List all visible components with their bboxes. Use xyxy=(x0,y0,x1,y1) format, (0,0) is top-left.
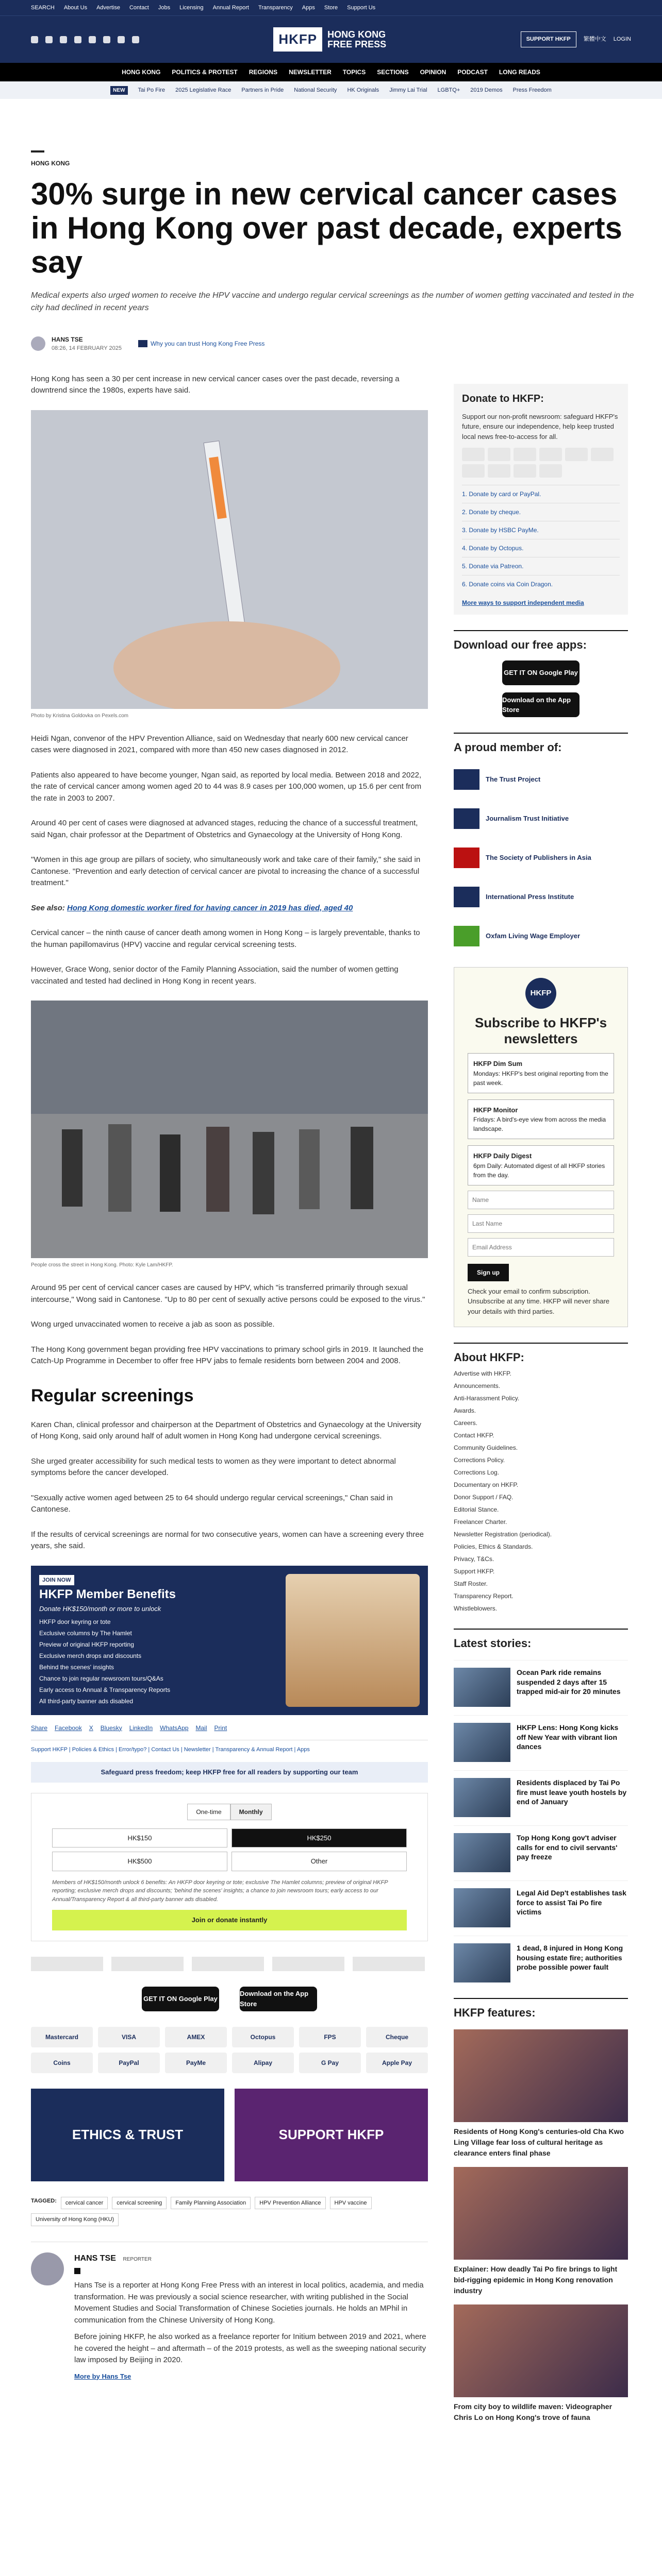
amount-option-selected[interactable]: HK$250 xyxy=(231,1828,407,1848)
paragraph: Hong Kong has seen a 30 per cent increase in new cervical cancer cases over the past decade, reversing a downtrend since the 1980s, experts have said. xyxy=(31,374,400,395)
author-avatar xyxy=(31,336,45,351)
author-role: REPORTER xyxy=(123,2256,152,2262)
topbar-about[interactable]: About Us xyxy=(63,4,88,11)
nav-item[interactable]: NEWSLETTER xyxy=(289,69,332,76)
payment-methods xyxy=(31,2027,428,2073)
promo-title: HKFP Member Benefits xyxy=(39,1587,176,1601)
see-also-link[interactable]: Hong Kong domestic worker fired for having cancer in 2019 has died, aged 40 xyxy=(67,903,353,912)
topbar-contact[interactable]: Contact xyxy=(129,4,149,11)
newsletter-name: HKFP Monitor xyxy=(473,1106,518,1114)
instagram-icon[interactable] xyxy=(60,36,67,43)
latest-story[interactable] xyxy=(454,1880,628,1927)
card-logo xyxy=(488,464,510,478)
member-org[interactable] xyxy=(454,842,628,873)
name-field[interactable]: Name xyxy=(468,1191,614,1209)
logo-line-2: FREE PRESS xyxy=(327,39,387,49)
amount-option[interactable]: HK$150 xyxy=(52,1828,227,1848)
feature-title: Residents of Hong Kong's centuries-old Cha Kwo Ling Village fear loss of cultural heritage as clearance enters final phase xyxy=(454,2127,624,2158)
content-columns xyxy=(0,374,662,2424)
feature-image xyxy=(454,2167,628,2260)
trending-item[interactable]: Press Freedom xyxy=(512,87,552,93)
nav-item[interactable]: TOPICS xyxy=(342,69,366,76)
trust-link-label: Why you can trust Hong Kong Free Press xyxy=(150,340,265,348)
trust-link[interactable] xyxy=(138,339,264,348)
site-header xyxy=(0,15,662,63)
donate-text: Support our non-profit newsroom: safeguard HKFP's future, ensure our independence, help keep trusted local news free-to-access for all. xyxy=(462,412,618,440)
partner-badge xyxy=(192,1957,264,1971)
about-link[interactable]: Staff Roster. xyxy=(454,1580,488,1588)
whatsapp-icon[interactable] xyxy=(132,36,139,43)
logo-text xyxy=(327,30,386,49)
paragraph: If the results of cervical screenings are normal for two consecutive years, women can have a screening every three years, she said. xyxy=(31,1530,424,1550)
author-avatar xyxy=(31,2252,64,2285)
x-icon[interactable] xyxy=(45,36,53,43)
share-whatsapp[interactable]: WhatsApp xyxy=(160,1724,189,1732)
see-also xyxy=(31,903,428,914)
feature-story[interactable] xyxy=(454,2304,628,2423)
syringe-illustration xyxy=(31,410,428,709)
partner-badges xyxy=(31,1957,428,1971)
member-benefits-promo[interactable] xyxy=(31,1566,428,1715)
payment-coins[interactable]: Coins xyxy=(31,2053,93,2073)
story-thumbnail xyxy=(454,1778,510,1817)
about-links xyxy=(454,1369,628,1613)
paragraph: Patients also appeared to have become younger, Ngan said, as reported by local media. Between 2018 and 2022, the rate of cervical cancer among women aged 20 to 44 was 8.9 cases per 100,000 women, up 15.6 per cent from the rate in 2003 to 2007. xyxy=(31,770,422,803)
story-thumbnail xyxy=(454,1833,510,1872)
about-link[interactable]: Newsletter Registration (periodical). xyxy=(454,1531,552,1538)
about-link[interactable]: Documentary on HKFP. xyxy=(454,1481,519,1489)
share-print[interactable]: Print xyxy=(214,1724,227,1732)
top-utility-bar xyxy=(0,0,662,15)
threads-icon[interactable] xyxy=(74,36,81,43)
author-box-name[interactable]: HANS TSE xyxy=(74,2253,116,2263)
share-label[interactable]: Share xyxy=(31,1724,48,1732)
sidebar xyxy=(454,374,628,2424)
topbar-licensing[interactable]: Licensing xyxy=(179,4,204,11)
support-hkfp-banner[interactable]: SUPPORT HKFP xyxy=(235,2089,428,2181)
author-heading xyxy=(74,2252,428,2265)
about-link[interactable]: Support HKFP. xyxy=(454,1568,495,1575)
payment-cheque[interactable]: Cheque xyxy=(366,2027,428,2047)
promo-content xyxy=(39,1574,277,1707)
promo-list xyxy=(39,1617,277,1706)
latest-story[interactable] xyxy=(454,1715,628,1762)
article-category[interactable]: HONG KONG xyxy=(31,160,70,167)
story-thumbnail xyxy=(454,1943,510,1982)
trending-bar xyxy=(0,81,662,99)
tag[interactable]: HPV vaccine xyxy=(330,2197,372,2210)
subscribe-title: Subscribe to HKFP's newsletters xyxy=(474,1015,607,1047)
paragraph: Around 95 per cent of cervical cancer cases are caused by HPV, which "is transferred primarily through sexual intercourse," Wong said in Cantonese. "Up to 80 per cent of sexually active persons could be exposed to the virus." xyxy=(31,1283,425,1304)
story-thumbnail xyxy=(454,1888,510,1927)
nav-item[interactable]: OPINION xyxy=(420,69,446,76)
amount-option[interactable]: HK$500 xyxy=(52,1852,227,1871)
language-switch[interactable]: 繁體中文 xyxy=(583,36,606,43)
promo-item: Preview of original HKFP reporting xyxy=(39,1640,134,1648)
article-title: 30% surge in new cervical cancer cases in Hong Kong over past decade, experts say xyxy=(31,177,622,279)
feature-image xyxy=(454,2029,628,2122)
card-logo xyxy=(514,464,536,478)
partner-badge xyxy=(272,1957,344,1971)
tag[interactable]: Family Planning Association xyxy=(171,2197,251,2210)
login-link[interactable]: LOGIN xyxy=(613,36,631,43)
join-now-badge[interactable]: JOIN NOW xyxy=(39,1575,74,1586)
facebook-icon[interactable] xyxy=(31,36,38,43)
subscribe-note: Check your email to confirm subscription. Unsubscribe at any time. HKFP will never share your details with third parties. xyxy=(468,1287,610,1315)
divider xyxy=(31,150,44,152)
share-mail[interactable]: Mail xyxy=(195,1724,207,1732)
donate-method[interactable]: 5. Donate via Patreon. xyxy=(462,557,620,575)
more-ways-link[interactable]: More ways to support independent media xyxy=(462,599,584,606)
newsletter-desc: Fridays: A bird's-eye view from across the media landscape. xyxy=(473,1116,606,1133)
feature-title: From city boy to wildlife maven: Videographer Chris Lo on Hong Kong's trove of fauna xyxy=(454,2402,613,2422)
paragraph: "Women in this age group are pillars of society, who simultaneously work and take care of their family," she said in Cantonese. "Prevention and early detection of cervical cancer are pivotal to increasing the chance of a successful treatment." xyxy=(31,855,421,887)
promo-sub: Donate HK$150/month or more to unlock xyxy=(39,1605,161,1613)
member-title: A proud member of: xyxy=(454,733,628,756)
trending-item[interactable]: HK Originals xyxy=(347,87,379,93)
tag[interactable]: HPV Prevention Alliance xyxy=(255,2197,325,2210)
story-thumbnail xyxy=(454,1668,510,1707)
newsletter-name: HKFP Dim Sum xyxy=(473,1060,523,1068)
paragraph: "Sexually active women aged between 25 to 64 should undergo regular cervical screenings," Chan said in Cantonese. xyxy=(31,1493,393,1514)
share-x[interactable]: X xyxy=(89,1724,93,1732)
donate-method[interactable]: 4. Donate by Octopus. xyxy=(462,539,620,557)
member-org[interactable] xyxy=(454,921,628,952)
feature-stories xyxy=(454,2029,628,2423)
app-store-button[interactable]: Download on the App Store xyxy=(240,1987,317,2011)
latest-story[interactable] xyxy=(454,1660,628,1707)
author-box xyxy=(31,2242,428,2382)
topbar-apps[interactable]: Apps xyxy=(302,4,315,11)
payment-payme[interactable]: PayMe xyxy=(165,2053,227,2073)
article-body xyxy=(31,374,428,2424)
about-link[interactable]: Transparency Report. xyxy=(454,1592,514,1600)
latest-story[interactable] xyxy=(454,1936,628,1982)
newsletter-signup xyxy=(454,967,628,1327)
logo-mark: HKFP xyxy=(273,27,322,52)
author-info xyxy=(74,2252,428,2382)
publish-date: 08:26, 14 FEBRUARY 2025 xyxy=(52,345,122,351)
author-bio: Hans Tse is a reporter at Hong Kong Free Press with an interest in local politics, academia, and media transformation. He was previously a social science researcher, with writing published in the Social Movement Studies and Social Transformation of Chinese Societies journals. He holds an MPhil in communication from the Chinese University of Hong Kong. xyxy=(74,2281,424,2325)
card-logo xyxy=(514,448,536,461)
card-logos xyxy=(462,448,620,478)
payment-mastercard[interactable]: Mastercard xyxy=(31,2027,93,2047)
trending-item[interactable]: Partners in Pride xyxy=(241,87,284,93)
sidebar-app-links xyxy=(454,660,628,717)
more-by-author-link[interactable]: More by Hans Tse xyxy=(74,2372,131,2380)
member-name: The Trust Project xyxy=(486,775,541,784)
tag[interactable]: cervical screening xyxy=(112,2197,167,2210)
article-standfirst: Medical experts also urged women to receive the HPV vaccine and undergo regular cervical screenings as the number of women getting vaccinated and tested in the city had declined in recent years xyxy=(31,291,634,312)
card-logo xyxy=(539,448,562,461)
payment-alipay[interactable]: Alipay xyxy=(232,2053,294,2073)
partner-badge xyxy=(353,1957,425,1971)
payment-applepay[interactable]: Apple Pay xyxy=(366,2053,428,2073)
apps-title: Download our free apps: xyxy=(454,630,628,653)
article-photo-vaccine xyxy=(31,410,428,709)
member-name: The Society of Publishers in Asia xyxy=(486,854,591,862)
tags-label: TAGGED: xyxy=(31,2197,57,2204)
card-logo xyxy=(565,448,588,461)
promo-item: Exclusive columns by The Hamlet xyxy=(39,1629,132,1637)
story-title: Top Hong Kong gov't adviser calls for end to civil servants' pay freeze xyxy=(517,1834,618,1861)
story-thumbnail xyxy=(454,1723,510,1762)
promo-banners xyxy=(31,2089,428,2181)
paragraph: Wong urged unvaccinated women to receive a jab as soon as possible. xyxy=(31,1320,275,1329)
promo-item: Behind the scenes' insights xyxy=(39,1663,114,1671)
amount-options xyxy=(52,1828,407,1871)
latest-stories xyxy=(454,1660,628,1982)
tab-monthly[interactable]: Monthly xyxy=(230,1804,272,1820)
support-bar[interactable]: Safeguard press freedom; keep HKFP free for all readers by supporting our team xyxy=(31,1762,428,1783)
member-logos xyxy=(454,764,628,952)
nav-item[interactable]: HONG KONG xyxy=(122,69,161,76)
telegram-icon[interactable] xyxy=(118,36,125,43)
newsletter-name: HKFP Daily Digest xyxy=(473,1152,532,1160)
tag[interactable]: cervical cancer xyxy=(61,2197,108,2210)
newsletter-desc: 6pm Daily: Automated digest of all HKFP stories from the day. xyxy=(473,1162,605,1179)
about-link[interactable]: Whistleblowers. xyxy=(454,1605,498,1613)
topbar-advertise[interactable]: Advertise xyxy=(96,4,120,11)
about-link[interactable]: Corrections Log. xyxy=(454,1469,500,1477)
promo-item: Early access to Annual & Transparency Reports xyxy=(39,1686,171,1693)
youtube-icon[interactable] xyxy=(89,36,96,43)
story-title: 1 dead, 8 injured in Hong Kong housing estate fire; authorities probe possible power fault xyxy=(517,1944,623,1971)
trust-project-logo xyxy=(454,769,479,790)
paragraph: Heidi Ngan, convenor of the HPV Prevention Alliance, said on Wednesday that nearly 600 new cervical cancer cases were diagnosed in 2021, compared with more than 450 new cases diagnosed in 2012. xyxy=(31,734,408,754)
topbar-jobs[interactable]: Jobs xyxy=(158,4,171,11)
donate-method[interactable]: 6. Donate coins via Coin Dragon. xyxy=(462,575,620,593)
story-title: Residents displaced by Tai Po fire must leave youth hostels by end of January xyxy=(517,1778,627,1806)
topbar-store[interactable]: Store xyxy=(324,4,338,11)
trust-icon xyxy=(138,340,147,347)
payment-paypal[interactable]: PayPal xyxy=(98,2053,160,2073)
payment-octopus[interactable]: Octopus xyxy=(232,2027,294,2047)
donate-method[interactable]: 3. Donate by HSBC PayMe. xyxy=(462,521,620,539)
share-facebook[interactable]: Facebook xyxy=(55,1724,82,1732)
story-title: Legal Aid Dep't establishes task force to assist Tai Po fire victims xyxy=(517,1889,626,1916)
about-link[interactable]: Announcements. xyxy=(454,1382,501,1390)
donation-frequency xyxy=(52,1804,407,1820)
author-name[interactable]: HANS TSE xyxy=(52,336,83,343)
about-title: About HKFP: xyxy=(454,1343,628,1366)
donate-panel xyxy=(454,384,628,615)
feature-title: Explainer: How deadly Tai Po fire brings to light bid-rigging epidemic in Hong Kong renovation industry xyxy=(454,2265,618,2295)
section-heading: Regular screenings xyxy=(31,1385,194,1405)
card-logo xyxy=(488,448,510,461)
feature-story[interactable] xyxy=(454,2167,628,2296)
app-store-links xyxy=(31,1987,428,2011)
trending-item[interactable]: Jimmy Lai Trial xyxy=(389,87,427,93)
nav-item[interactable]: SECTIONS xyxy=(377,69,409,76)
promo-item: Chance to join regular newsroom tours/Q&As xyxy=(39,1674,163,1682)
payment-gpay[interactable]: G Pay xyxy=(299,2053,361,2073)
app-store-button[interactable]: Download on the App Store xyxy=(502,692,580,717)
email-field[interactable]: Email Address xyxy=(468,1238,614,1257)
newsletter-desc: Mondays: HKFP's best original reporting from the past week. xyxy=(473,1070,608,1087)
author-bio-2: Before joining HKFP, he also worked as a freelance reporter for Initium between 2019 and 2021, where he covered the height – and aftermath – of the 2019 protests, as well as the sweeping national security law imposed by Beijing in 2020. xyxy=(74,2332,426,2364)
paragraph: Karen Chan, clinical professor and chairperson at the Department of Obstetrics and Gynaecology at the University of Hong Kong, said only around half of adult women in Hong Kong had undergone cervical screenings. xyxy=(31,1420,422,1440)
about-link[interactable]: Freelancer Charter. xyxy=(454,1518,507,1526)
story-title: Ocean Park ride remains suspended 2 days after 15 trapped mid-air for 20 minutes xyxy=(517,1668,621,1696)
about-link[interactable]: Awards. xyxy=(454,1407,476,1415)
newsletter-option[interactable] xyxy=(468,1053,614,1093)
latest-title: Latest stories: xyxy=(454,1629,628,1652)
paragraph: The Hong Kong government began providing free HPV vaccinations to primary school girls in 2019. It launched the Catch-Up Programme in December to offer free HPV jabs to female residents born between 2004 and 2008. xyxy=(31,1345,424,1365)
nav-item[interactable]: REGIONS xyxy=(249,69,278,76)
photo-caption: People cross the street in Hong Kong. Photo: Kyle Lam/HKFP. xyxy=(31,1262,173,1268)
see-also-label: See also: xyxy=(31,903,65,912)
site-logo[interactable] xyxy=(273,27,386,52)
topbar-transparency[interactable]: Transparency xyxy=(258,4,293,11)
donate-title: Donate to HKFP: xyxy=(462,393,544,404)
support-hkfp-button[interactable]: SUPPORT HKFP xyxy=(521,31,576,47)
trending-item[interactable]: 2025 Legislative Race xyxy=(175,87,231,93)
promo-item: Exclusive merch drops and discounts xyxy=(39,1652,142,1659)
social-links xyxy=(31,36,139,43)
about-link[interactable]: Policies, Ethics & Standards. xyxy=(454,1543,533,1551)
about-link[interactable]: Anti-Harassment Policy. xyxy=(454,1395,520,1402)
payment-visa[interactable]: VISA xyxy=(98,2027,160,2047)
about-link[interactable]: Careers. xyxy=(454,1419,478,1427)
amount-option[interactable]: Other xyxy=(231,1852,407,1871)
oxfam-logo xyxy=(454,926,479,946)
trending-item[interactable]: National Security xyxy=(294,87,337,93)
google-play-button[interactable]: GET IT ON Google Play xyxy=(142,1987,219,2011)
new-badge: NEW xyxy=(110,86,127,95)
donate-methods xyxy=(462,485,620,593)
newsletter-option[interactable] xyxy=(468,1145,614,1185)
share-linkedin[interactable]: LinkedIn xyxy=(129,1724,153,1732)
share-bluesky[interactable]: Bluesky xyxy=(100,1724,122,1732)
donate-note: Members of HK$150/month unlock 6 benefits: An HKFP door keyring or tote; exclusive The Hamlet columns; preview of original HKFP reporting; exclusive merch drops and discounts; 'behind the scenes' insights; a chance to join newsroom tours; early access to our Annual/Transparency Report & all third-party banner ads disabled. xyxy=(52,1879,388,1903)
card-logo xyxy=(462,464,485,478)
member-org[interactable] xyxy=(454,764,628,795)
main-nav xyxy=(0,63,662,81)
about-link[interactable]: Editorial Stance. xyxy=(454,1506,499,1514)
about-link[interactable]: Corrections Policy. xyxy=(454,1456,505,1464)
ethics-trust-banner[interactable]: ETHICS & TRUST xyxy=(31,2089,224,2181)
nav-item[interactable]: PODCAST xyxy=(457,69,488,76)
card-logo xyxy=(591,448,614,461)
donate-method[interactable]: 1. Donate by card or PayPal. xyxy=(462,485,620,503)
paragraph: However, Grace Wong, senior doctor of the Family Planning Association, said the number of women getting vaccinated and tested had declined in Hong Kong in recent years. xyxy=(31,965,399,986)
promo-item: All third-party banner ads disabled xyxy=(39,1697,134,1705)
about-link[interactable]: Contact HKFP. xyxy=(454,1432,494,1439)
newsletter-option[interactable] xyxy=(468,1099,614,1140)
member-org[interactable] xyxy=(454,803,628,834)
linkedin-icon[interactable] xyxy=(103,36,110,43)
street-crowd-illustration xyxy=(31,1001,428,1258)
paragraph: Around 40 per cent of cases were diagnosed at advanced stages, reducing the chance of a successful treatment, said Ngan, chair professor at the Department of Obstetrics and Gynaecology at the University of Hong Kong. xyxy=(31,819,418,839)
features-title: HKFP features: xyxy=(454,1998,628,2021)
feature-image xyxy=(454,2304,628,2397)
donate-widget xyxy=(31,1793,428,1941)
last-name-field[interactable]: Last Name xyxy=(468,1214,614,1233)
member-name: Oxfam Living Wage Employer xyxy=(486,932,581,940)
partner-badge xyxy=(111,1957,184,1971)
nav-item[interactable]: LONG READS xyxy=(499,69,540,76)
hkfp-logo: HKFP xyxy=(525,978,556,1009)
paragraph: She urged greater accessibility for such medical tests to women as they were important to detect abnormal symptoms before the cancer developed. xyxy=(31,1456,396,1477)
tab-one-time[interactable]: One-time xyxy=(187,1804,230,1820)
latest-story[interactable] xyxy=(454,1770,628,1817)
paragraph: Cervical cancer – the ninth cause of cancer death among women in Hong Kong – is largely preventable, thanks to the human papillomavirus (HPV) vaccine and regular cervical screening tests. xyxy=(31,928,420,949)
topbar-search[interactable]: SEARCH xyxy=(31,4,55,11)
member-name: Journalism Trust Initiative xyxy=(486,815,569,823)
signup-button[interactable]: Sign up xyxy=(468,1264,509,1281)
trending-item[interactable]: 2019 Demos xyxy=(470,87,503,93)
about-link[interactable]: Community Guidelines. xyxy=(454,1444,518,1452)
latest-story[interactable] xyxy=(454,1825,628,1872)
topbar-support[interactable]: Support Us xyxy=(347,4,376,11)
payment-amex[interactable]: AMEX xyxy=(165,2027,227,2047)
about-link[interactable]: Advertise with HKFP. xyxy=(454,1370,511,1378)
about-link[interactable]: Donor Support / FAQ. xyxy=(454,1494,514,1501)
byline xyxy=(31,335,631,353)
card-logo xyxy=(539,464,562,478)
nav-item[interactable]: POLITICS & PROTEST xyxy=(172,69,238,76)
trending-item[interactable]: Tai Po Fire xyxy=(138,87,166,93)
article-tags xyxy=(31,2197,428,2226)
payment-fps[interactable]: FPS xyxy=(299,2027,361,2047)
jti-logo xyxy=(454,808,479,829)
ipi-logo xyxy=(454,887,479,907)
member-org[interactable] xyxy=(454,882,628,912)
topbar-annual-report[interactable]: Annual Report xyxy=(212,4,249,11)
partner-badge xyxy=(31,1957,103,1971)
tag[interactable]: University of Hong Kong (HKU) xyxy=(31,2213,119,2226)
member-name: International Press Institute xyxy=(486,893,574,901)
logo-line-1: HONG KONG xyxy=(327,29,386,40)
share-bar xyxy=(31,1723,428,1733)
sopa-logo xyxy=(454,848,479,868)
header-actions xyxy=(521,31,631,47)
donate-method[interactable]: 2. Donate by cheque. xyxy=(462,503,620,521)
mascot-image xyxy=(286,1574,420,1707)
article-photo-street xyxy=(31,1001,428,1258)
x-icon[interactable] xyxy=(74,2268,80,2274)
story-title: HKFP Lens: Hong Kong kicks off New Year with vibrant lion dances xyxy=(517,1723,619,1751)
card-logo xyxy=(462,448,485,461)
join-donate-button[interactable]: Join or donate instantly xyxy=(52,1910,407,1930)
about-link[interactable]: Privacy, T&Cs. xyxy=(454,1555,494,1563)
article-footer-links[interactable]: Support HKFP | Policies & Ethics | Error/typo? | Contact Us | Newsletter | Transparency & Annual Report | Apps xyxy=(31,1740,428,1754)
google-play-button[interactable]: GET IT ON Google Play xyxy=(502,660,580,685)
article-header xyxy=(0,150,662,353)
promo-item: HKFP door keyring or tote xyxy=(39,1618,111,1625)
photo-caption: Photo by Kristina Goldovka on Pexels.com xyxy=(31,713,128,719)
feature-story[interactable] xyxy=(454,2029,628,2159)
trending-item[interactable]: LGBTQ+ xyxy=(437,87,460,93)
